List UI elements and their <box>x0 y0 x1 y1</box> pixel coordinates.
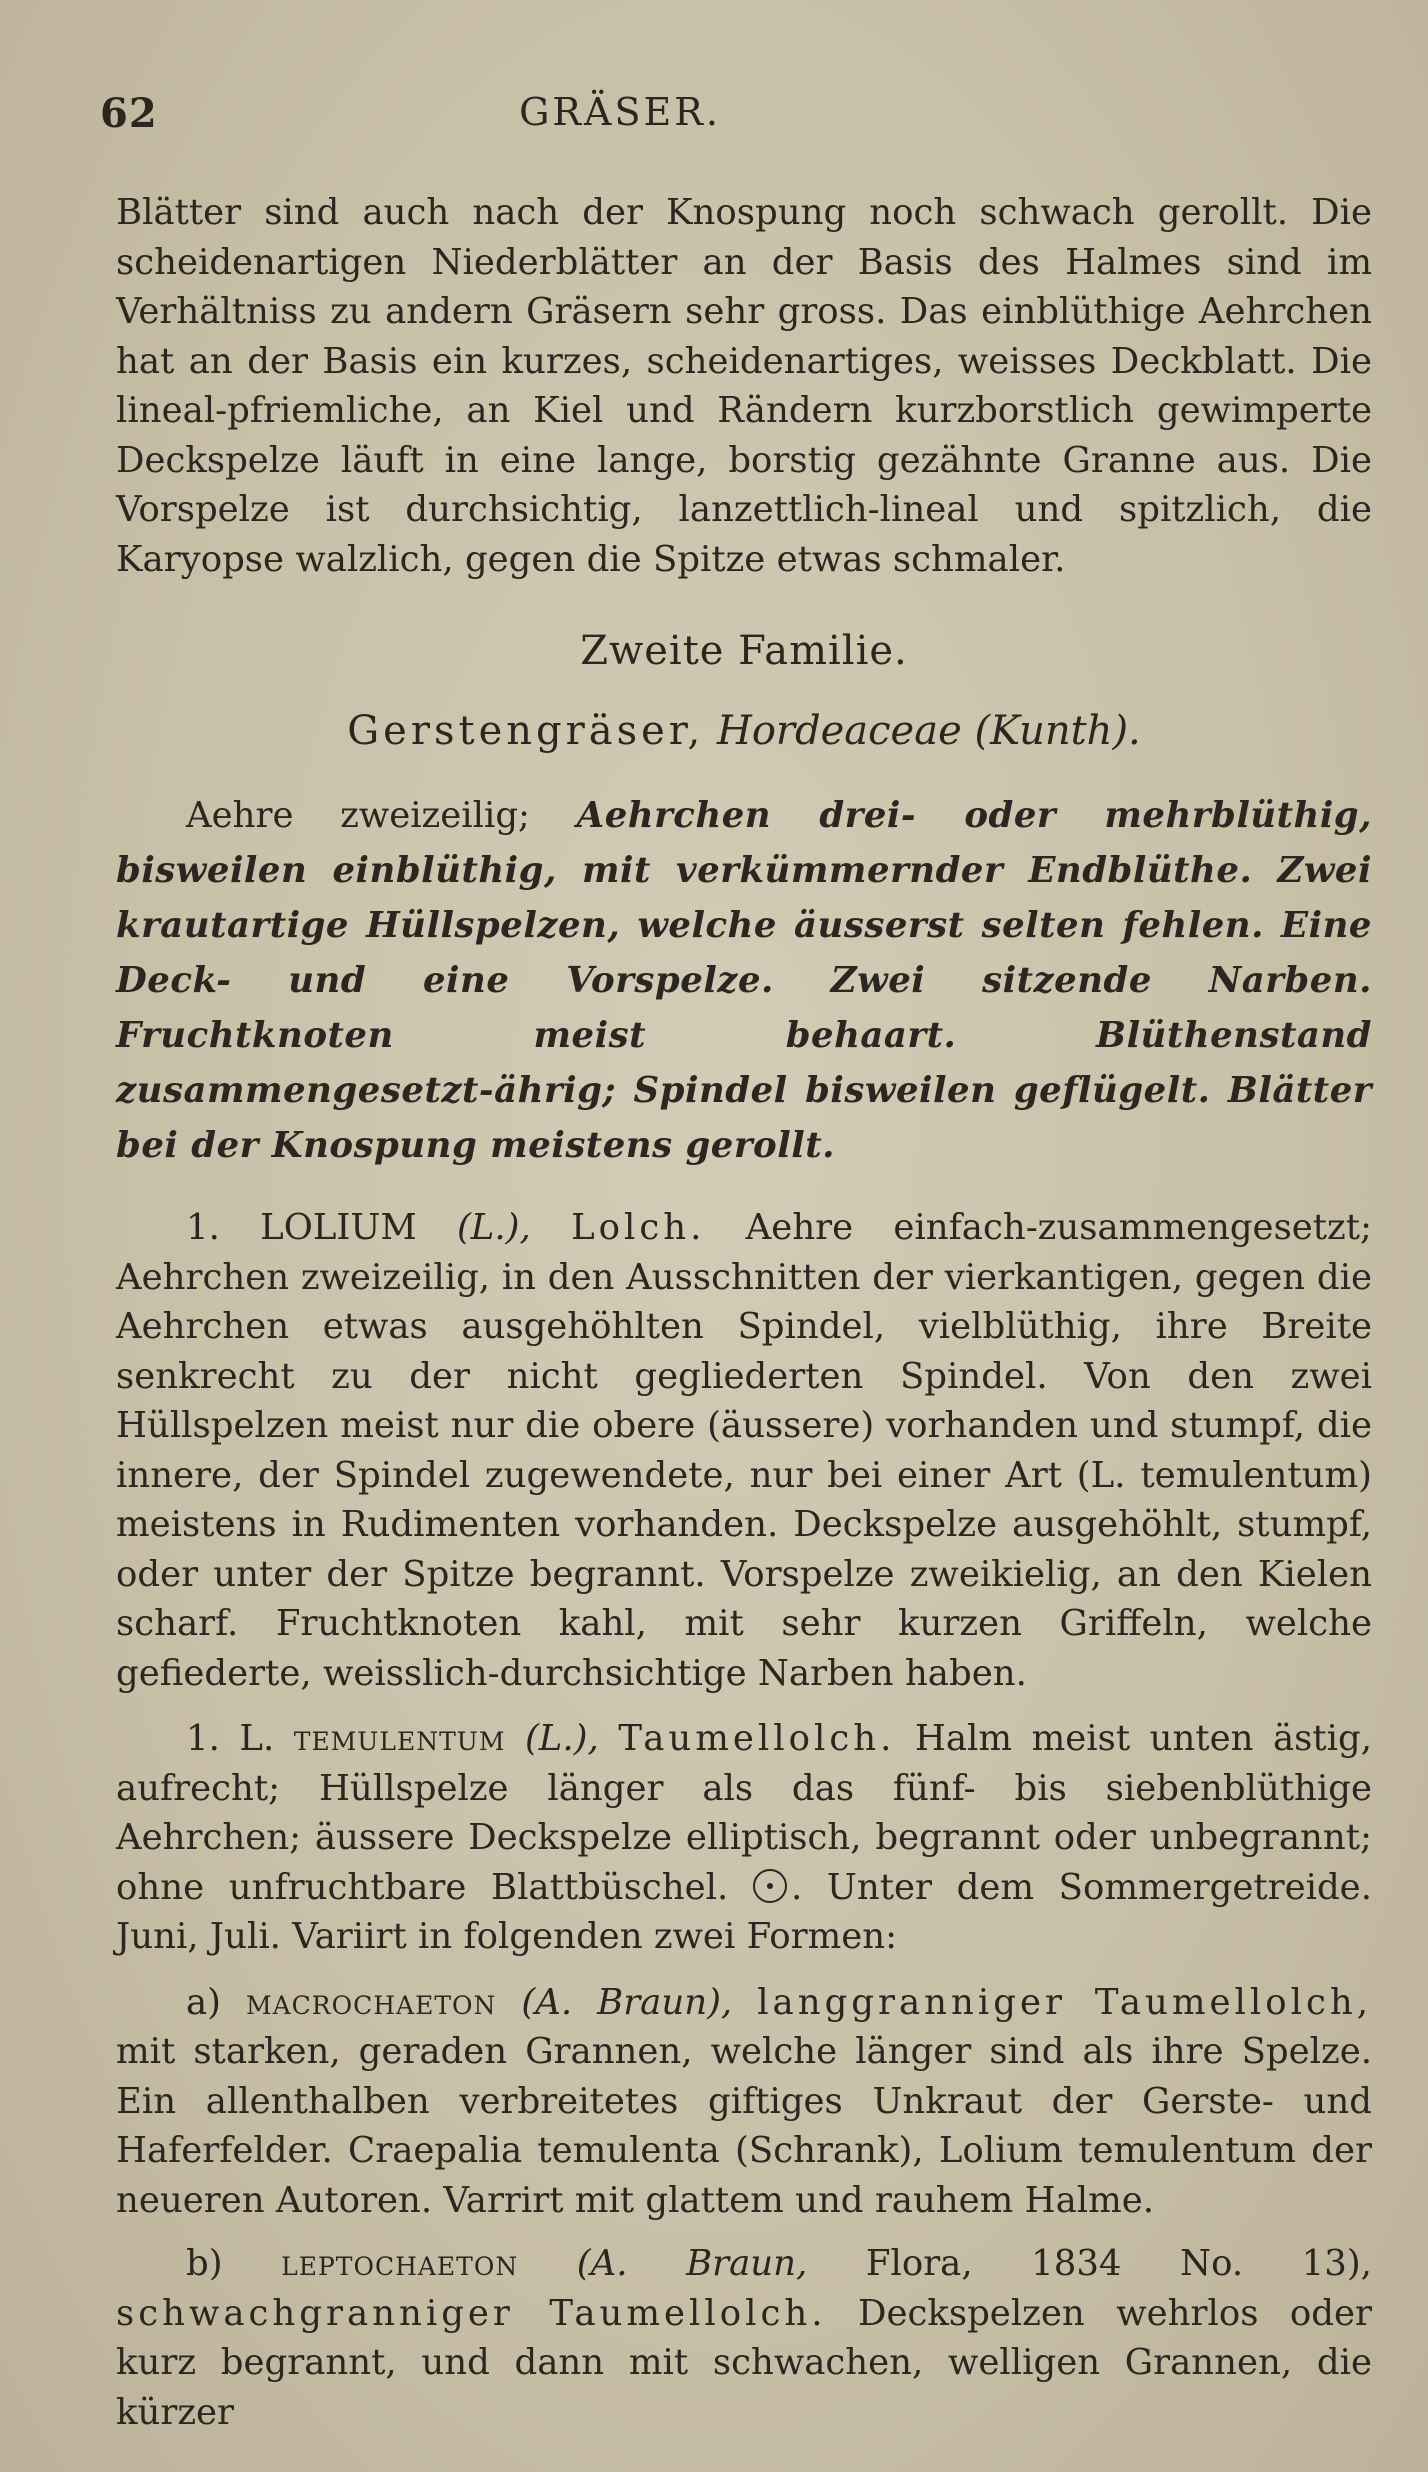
variety-a-label: a) <box>186 1981 222 2023</box>
variety-b-name: leptochaeton <box>281 2243 519 2284</box>
species-entry <box>116 1714 1372 1962</box>
variety-b-authority: (A. Braun, <box>576 2243 808 2284</box>
variety-b-entry <box>116 2239 1372 2437</box>
running-head <box>100 90 1380 150</box>
diagnosis-lead: Aehre zweizeilig; <box>186 795 531 836</box>
variety-b-label: b) <box>186 2243 223 2284</box>
variety-a-name: macrochaeton <box>246 1981 497 2023</box>
body-text <box>116 188 1372 2451</box>
genus-number: 1. <box>186 1207 220 1248</box>
group-heading <box>116 708 1372 754</box>
species-common-name: Taumellolch. <box>618 1718 896 1759</box>
genus-description: Aehre einfach-zusammengesetzt; Aehrchen zweizeilig, in den Ausschnitten der vierkantigen, gegen die Aehrchen etwas ausgehöhlten Spindel, vielblüthig, ihre Breite senkrecht zu der nicht gegliederten Spindel. Von den zwei Hüllspelzen meist nur die obere (äussere) vorhanden und stumpf, die innere, der Spindel zugewendete, nur bei einer Art (L. temulentum) meistens in Rudimenten vorhanden. Deckspelze ausgehöhlt, stumpf, oder unter der Spitze begrannt. Vorspelze zweikielig, an den Kielen scharf. Fruchtknoten kahl, mit sehr kurzen Griffeln, welche gefiederte, weisslich-durchsichtige Narben haben. <box>116 1207 1372 1694</box>
continuation-paragraph: Blätter sind auch nach der Knospung noch schwach gerollt. Die scheidenartigen Niederblätter an der Basis des Halmes sind im Verhältniss zu andern Gräsern sehr gross. Das einblüthige Aehrchen hat an der Basis ein kurzes, scheidenartiges, weisses Deckblatt. Die lineal-pfriemliche, an Kiel und Rändern kurzborstlich gewimperte Deckspelze läuft in eine lange, borstig gezähnte Granne aus. Die Vorspelze ist durchsichtig, lanzettlich-lineal und spitzlich, die Karyopse walzlich, gegen die Spitze etwas schmaler. <box>116 192 1372 580</box>
variety-a-entry <box>116 1978 1372 2226</box>
variety-b-common-name: schwachgranniger Taumellolch. <box>116 2292 827 2334</box>
diagnosis-text: Aehrchen drei- oder mehrblüthig, bisweilen einblüthig, mit verkümmernder Endblüthe. Zwei krautartige Hüllspelzen, welche äusserst selten fehlen. Eine Deck- und eine Vorspelze. Zwei sitzende Narben. Fruchtknoten meist behaart. Blüthenstand zusammengesetzt-ährig; Spindel bisweilen geflügelt. Blätter bei der Knospung meistens gerollt. <box>116 795 1372 1166</box>
running-title: GRÄSER. <box>519 90 721 134</box>
family-heading: Zweite Familie. <box>580 628 908 674</box>
group-name: Gerstengräser, <box>347 708 705 754</box>
genus-name: LOLIUM <box>260 1207 417 1248</box>
variety-b-citation: Flora, 1834 No. 13), <box>865 2243 1372 2284</box>
variety-a-description: mit starken, geraden Grannen, welche länger sind als ihre Spelze. Ein allenthalben verbreitetes giftiges Unkraut der Gerste- und Haferfelder. Craepalia temulenta (Schrank), Lolium temulentum der neueren Autoren. Varrirt mit glattem und rauhem Halme. <box>116 2031 1372 2221</box>
genus-common-name: Lolch. <box>571 1207 706 1248</box>
group-authority: (Kunth). <box>974 708 1141 754</box>
species-number: 1. L. <box>186 1718 275 1759</box>
genus-entry <box>116 1203 1372 1698</box>
annual-symbol-icon <box>753 1869 787 1903</box>
family-diagnosis <box>116 788 1372 1173</box>
species-habitat: . Unter dem Sommergetreide. Juni, Juli. Variirt in folgenden zwei Formen: <box>116 1866 1372 1957</box>
group-latin-name: Hordeaceae <box>716 708 962 754</box>
species-authority: (L.), <box>524 1718 599 1759</box>
species-description: Halm meist unten ästig, aufrecht; Hüllspelze länger als das fünf- bis siebenblüthige Aehrchen; äussere Deckspelze elliptisch, begrannt oder unbegrannt; ohne unfruchtbare Blattbüschel. <box>116 1718 1372 1908</box>
page-number: 62 <box>100 90 158 137</box>
variety-a-common-name: langgranniger Taumellolch, <box>757 1981 1372 2023</box>
variety-b-description: Deckspelzen wehrlos oder kurz begrannt, und dann mit schwachen, welligen Grannen, die kürzer <box>116 2292 1372 2433</box>
species-name: temulentum <box>293 1718 506 1759</box>
variety-a-authority: (A. Braun), <box>521 1981 733 2023</box>
genus-authority: (L.), <box>456 1207 531 1248</box>
